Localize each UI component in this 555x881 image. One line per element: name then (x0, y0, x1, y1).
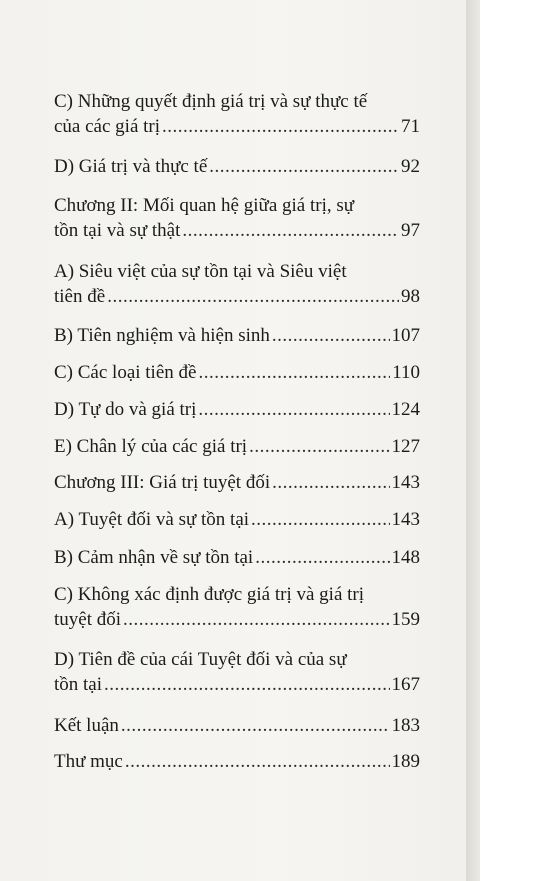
toc-dot-leader (123, 607, 389, 632)
toc-entry-title: C) Các loại tiên đề (54, 362, 197, 383)
toc-entry (54, 89, 420, 139)
toc-entry (54, 749, 420, 774)
toc-entry (54, 154, 420, 179)
toc-entry (54, 647, 420, 697)
toc-entry (54, 545, 420, 570)
toc-dot-leader (125, 749, 390, 774)
toc-entry (54, 582, 420, 632)
toc-page-number: 98 (401, 286, 420, 307)
toc-entry-title-line1: Chương II: Mối quan hệ giữa giá trị, sự (54, 195, 355, 216)
toc-page-number: 71 (401, 116, 420, 137)
toc-dot-leader (251, 507, 389, 532)
toc-page-number: 167 (391, 674, 420, 695)
toc-entry (54, 360, 420, 385)
toc-dot-leader (255, 545, 389, 570)
toc-entry-title-line1: C) Những quyết định giá trị và sự thực tế (54, 91, 368, 112)
toc-dot-leader (107, 284, 399, 309)
toc-entry (54, 470, 420, 495)
toc-entry-title: D) Tự do và giá trị (54, 399, 197, 420)
toc-dot-leader (198, 397, 389, 422)
toc-page-number: 97 (401, 220, 420, 241)
toc-dot-leader (182, 218, 399, 243)
page-edge (466, 0, 480, 881)
toc-entry (54, 434, 420, 459)
toc-dot-leader (249, 434, 389, 459)
toc-entry-title: tồn tại và sự thật (54, 220, 181, 241)
toc-page-number: 107 (391, 325, 420, 346)
toc-entry-title-line1: A) Siêu việt của sự tồn tại và Siêu việt (54, 261, 347, 282)
toc-page-number: 127 (391, 436, 420, 457)
toc-entry-title: tiên đề (54, 286, 106, 307)
toc-entry-title: B) Tiên nghiệm và hiện sinh (54, 325, 270, 346)
toc-entry (54, 323, 420, 348)
toc-page-number: 189 (391, 751, 420, 772)
toc-entry-title: Thư mục (54, 751, 123, 772)
toc-entry-title: tuyệt đối (54, 609, 122, 630)
toc-dot-leader (162, 114, 399, 139)
toc-dot-leader (104, 672, 389, 697)
toc-entry (54, 713, 420, 738)
toc-page-number: 143 (391, 509, 420, 530)
toc-page-number: 148 (391, 547, 420, 568)
toc-dot-leader (272, 323, 390, 348)
toc-dot-leader (198, 360, 390, 385)
toc-entry-title: của các giá trị (54, 116, 161, 137)
toc-page-number: 183 (391, 715, 420, 736)
toc-entry-title-line1: C) Không xác định được giá trị và giá trị (54, 584, 365, 605)
toc-entry (54, 193, 420, 243)
toc-entry-title: B) Cảm nhận về sự tồn tại (54, 547, 254, 568)
toc-entry-title: D) Giá trị và thực tế (54, 156, 208, 177)
toc-entry-title: Kết luận (54, 715, 119, 736)
toc-entry (54, 259, 420, 309)
toc-entry-title-line1: D) Tiên đề của cái Tuyệt đối và của sự (54, 649, 347, 670)
toc-dot-leader (272, 470, 389, 495)
toc-page-number: 110 (392, 362, 420, 383)
toc-page-number: 143 (391, 472, 420, 493)
toc-entry (54, 397, 420, 422)
toc-page-number: 124 (391, 399, 420, 420)
toc-page-number: 92 (401, 156, 420, 177)
toc-dot-leader (209, 154, 399, 179)
toc-entry-title: Chương III: Giá trị tuyệt đối (54, 472, 271, 493)
toc-entry (54, 507, 420, 532)
toc-entry-title: A) Tuyệt đối và sự tồn tại (54, 509, 250, 530)
toc-page-number: 159 (391, 609, 420, 630)
toc-dot-leader (121, 713, 390, 738)
toc-entry-title: tồn tại (54, 674, 103, 695)
toc-entry-title: E) Chân lý của các giá trị (54, 436, 248, 457)
